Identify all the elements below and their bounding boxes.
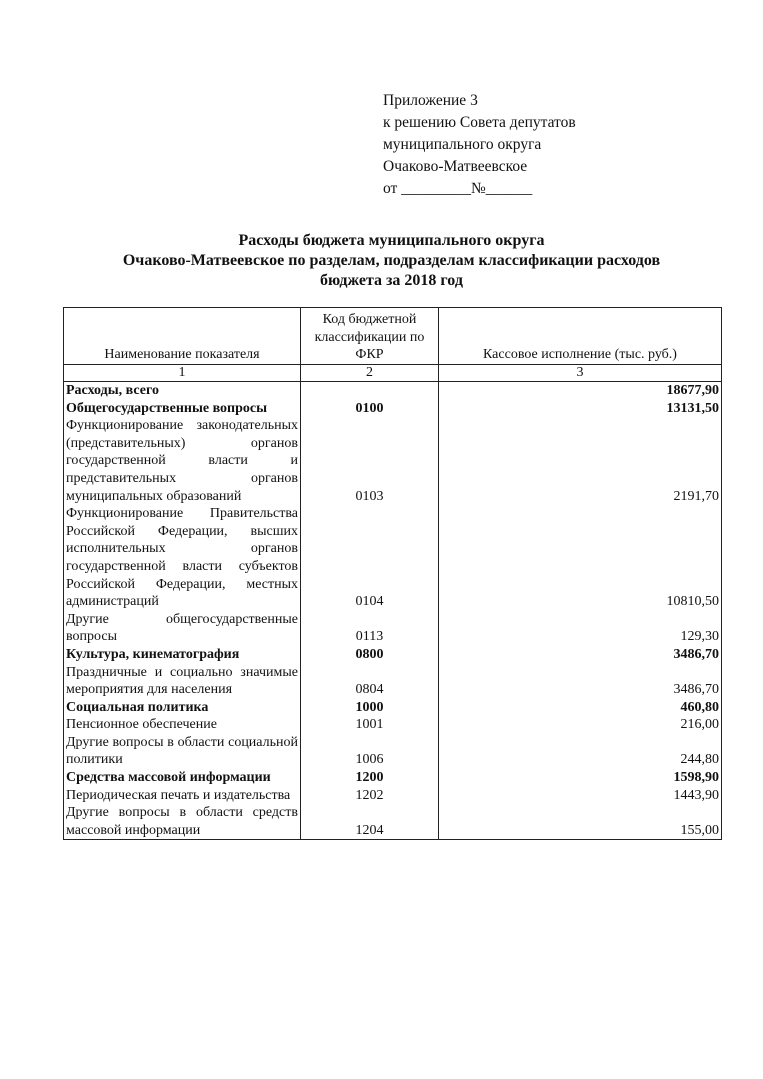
column-number: 2 <box>301 365 439 382</box>
row-name: Пенсионное обеспечение <box>64 716 301 734</box>
table-row <box>64 505 722 611</box>
row-code: 1204 <box>301 804 439 840</box>
table-row <box>64 734 722 769</box>
row-code: 1202 <box>301 787 439 805</box>
row-code: 0800 <box>301 646 439 664</box>
table-header-row <box>64 308 722 365</box>
row-amount: 13131,50 <box>439 400 722 418</box>
row-name: Другие вопросы в области социальной политики <box>64 734 301 769</box>
column-number: 3 <box>439 365 722 382</box>
title-line: Очаково-Матвеевское по разделам, подразделам классификации расходов <box>122 252 661 269</box>
header-name: Наименование показателя <box>64 308 301 365</box>
row-code: 1006 <box>301 734 439 769</box>
annex-line: Очаково-Матвеевское <box>383 158 528 175</box>
title-line: Расходы бюджета муниципального округа <box>238 232 545 249</box>
row-amount: 1598,90 <box>439 769 722 787</box>
title-line: бюджета за 2018 год <box>320 272 463 289</box>
row-code: 0100 <box>301 400 439 418</box>
table-row <box>64 400 722 418</box>
table-row <box>64 611 722 646</box>
row-amount: 460,80 <box>439 699 722 717</box>
row-amount: 10810,50 <box>439 505 722 611</box>
row-amount: 3486,70 <box>439 664 722 699</box>
row-code: 1200 <box>301 769 439 787</box>
row-amount: 155,00 <box>439 804 722 840</box>
row-name: Расходы, всего <box>64 382 301 400</box>
row-name: Культура, кинематография <box>64 646 301 664</box>
row-code: 0113 <box>301 611 439 646</box>
row-amount: 18677,90 <box>439 382 722 400</box>
row-amount: 216,00 <box>439 716 722 734</box>
table-row <box>64 417 722 505</box>
annex-line: к решению Совета депутатов <box>383 114 576 131</box>
row-name: Социальная политика <box>64 699 301 717</box>
table-row <box>64 664 722 699</box>
row-name: Периодическая печать и издательства <box>64 787 301 805</box>
column-number-row <box>64 365 722 382</box>
row-code: 0104 <box>301 505 439 611</box>
row-code: 0804 <box>301 664 439 699</box>
row-name: Праздничные и социально значимые мероприятия для населения <box>64 664 301 699</box>
annex-line: Приложение 3 <box>383 92 478 109</box>
row-name: Функционирование законодательных (представительных) органов государственной власти и представительных органов муниципальных образований <box>64 417 301 505</box>
annex-line: муниципального округа <box>383 136 542 153</box>
table-row <box>64 699 722 717</box>
header-amount: Кассовое исполнение (тыс. руб.) <box>439 308 722 365</box>
row-code <box>301 382 439 400</box>
row-code: 1001 <box>301 716 439 734</box>
row-amount: 1443,90 <box>439 787 722 805</box>
budget-table <box>63 307 722 840</box>
row-amount: 3486,70 <box>439 646 722 664</box>
row-name: Функционирование Правительства Российской Федерации, высших исполнительных органов государственной власти субъектов Российской Федерации, местных администраций <box>64 505 301 611</box>
table-row <box>64 787 722 805</box>
table-row <box>64 382 722 400</box>
table-row <box>64 646 722 664</box>
header-code: Код бюджетной классификации по ФКР <box>301 308 439 365</box>
row-name: Другие общегосударственные вопросы <box>64 611 301 646</box>
row-name: Другие вопросы в области средств массовой информации <box>64 804 301 840</box>
row-name: Средства массовой информации <box>64 769 301 787</box>
row-code: 1000 <box>301 699 439 717</box>
annex-block <box>383 90 576 200</box>
table-row <box>64 804 722 840</box>
table-row <box>64 716 722 734</box>
table-row <box>64 769 722 787</box>
annex-line: от _________№______ <box>383 180 533 197</box>
row-name: Общегосударственные вопросы <box>64 400 301 418</box>
column-number: 1 <box>64 365 301 382</box>
row-amount: 244,80 <box>439 734 722 769</box>
row-code: 0103 <box>301 417 439 505</box>
table-body <box>64 382 722 840</box>
document-title <box>60 231 723 291</box>
row-amount: 129,30 <box>439 611 722 646</box>
row-amount: 2191,70 <box>439 417 722 505</box>
